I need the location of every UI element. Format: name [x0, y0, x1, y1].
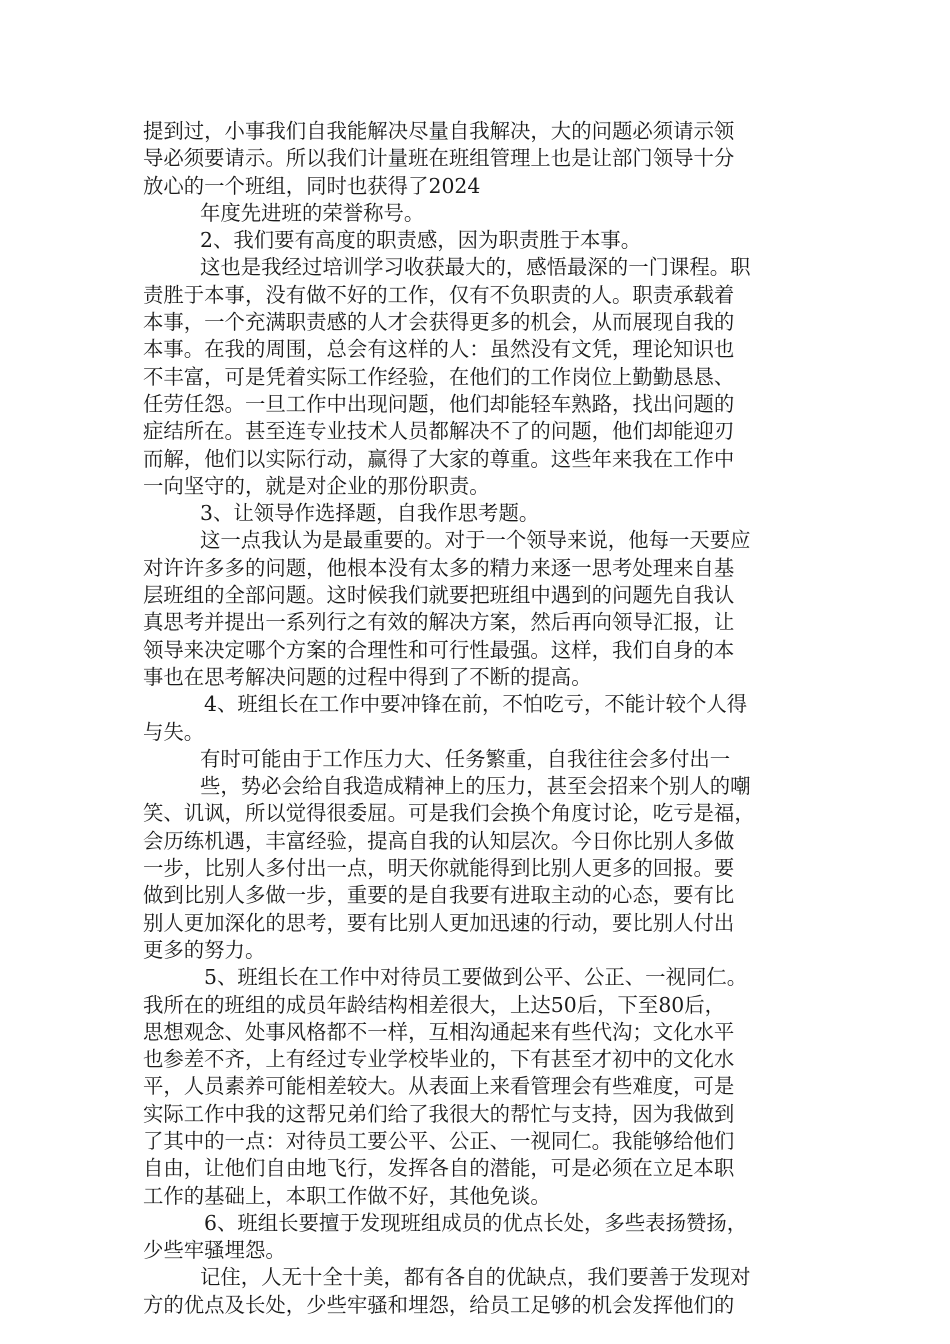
text-line: 而解，他们以实际行动，赢得了大家的尊重。这些年来我在工作中	[143, 446, 735, 471]
text-line: 做到比别人多做一步，重要的是自我要有进取主动的心态，要有比	[143, 883, 735, 908]
text-line: 这也是我经过培训学习收获最大的，感悟最深的一门课程。职	[200, 255, 751, 280]
text-line: 会历练机遇，丰富经验，提高自我的认知层次。今日你比别人多做	[143, 828, 735, 853]
text-line: 更多的努力。	[143, 937, 266, 962]
text-line: 4、班组长在工作中要冲锋在前，不怕吃亏，不能计较个人得	[204, 692, 748, 717]
text-line: 了其中的一点：对待员工要公平、公正、一视同仁。我能够给他们	[143, 1128, 735, 1153]
document-body	[143, 118, 808, 1319]
text-line: 层班组的全部问题。这时候我们就要把班组中遇到的问题先自我认	[143, 583, 735, 608]
text-line: 领导来决定哪个方案的合理性和可行性最强。这样，我们自身的本	[143, 637, 735, 662]
text-line: 别人更加深化的思考，要有比别人更加迅速的行动，要比别人付出	[143, 910, 735, 935]
text-line: 责胜于本事，没有做不好的工作，仅有不负职责的人。职责承载着	[143, 282, 735, 307]
text-line: 少些牢骚埋怨。	[143, 1238, 286, 1263]
text-line: 2、我们要有高度的职责感，因为职责胜于本事。	[200, 228, 642, 253]
text-line: 事也在思考解决问题的过程中得到了不断的提高。	[143, 664, 592, 689]
text-line: 方的优点及长处，少些牢骚和埋怨，给员工足够的机会发挥他们的	[143, 1292, 735, 1317]
text-line: 任劳任怨。一旦工作中出现问题，他们却能轻车熟路，找出问题的	[143, 391, 735, 416]
text-line: 笑、讥讽，所以觉得很委屈。可是我们会换个角度讨论，吃亏是福，	[143, 801, 755, 826]
text-line: 提到过，小事我们自我能解决尽量自我解决，大的问题必须请示领	[143, 119, 735, 143]
text-line: 有时可能由于工作压力大、任务繁重，自我往往会多付出一	[200, 746, 731, 771]
text-line: 年度先进班的荣誉称号。	[200, 200, 425, 225]
text-line: 我所在的班组的成员年龄结构相差很大，上达50后，下至80后，	[143, 992, 726, 1017]
text-line: 平，人员素养可能相差较大。从表面上来看管理会有些难度，可是	[143, 1074, 735, 1099]
text-line: 3、让领导作选择题，自我作思考题。	[200, 501, 540, 526]
text-line: 一向坚守的，就是对企业的那份职责。	[143, 473, 490, 498]
text-line: 这一点我认为是最重要的。对于一个领导来说，他每一天要应	[200, 528, 751, 553]
text-line: 本事，一个充满职责感的人才会获得更多的机会，从而展现自我的	[143, 310, 735, 335]
text-line: 真思考并提出一系列行之有效的解决方案，然后再向领导汇报，让	[143, 610, 735, 635]
text-line: 些，势必会给自我造成精神上的压力，甚至会招来个别人的嘲	[200, 774, 751, 799]
text-line: 实际工作中我的这帮兄弟们给了我很大的帮忙与支持，因为我做到	[143, 1101, 735, 1126]
text-line: 放心的一个班组，同时也获得了2024	[143, 173, 481, 198]
text-line: 一步，比别人多付出一点，明天你就能得到比别人更多的回报。要	[143, 856, 735, 881]
text-line: 6、班组长要擅于发现班组成员的优点长处，多些表扬赞扬，	[204, 1210, 748, 1235]
text-line: 导必须要请示。所以我们计量班在班组管理上也是让部门领导十分	[143, 146, 735, 171]
text-line: 对许许多多的问题，他根本没有太多的精力来逐一思考处理来自基	[143, 555, 735, 580]
text-line: 本事。在我的周围，总会有这样的人：虽然没有文凭，理论知识也	[143, 337, 735, 362]
text-line: 症结所在。甚至连专业技术人员都解决不了的问题，他们却能迎刃	[143, 419, 735, 444]
text-line: 不丰富，可是凭着实际工作经验，在他们的工作岗位上勤勤恳恳、	[143, 364, 735, 389]
text-line: 记住，人无十全十美，都有各自的优缺点，我们要善于发现对	[200, 1265, 751, 1290]
text-line: 自由，让他们自由地飞行，发挥各自的潜能，可是必须在立足本职	[143, 1156, 735, 1181]
text-line: 与失。	[143, 719, 205, 744]
text-line: 思想观念、处事风格都不一样，互相沟通起来有些代沟；文化水平	[143, 1019, 735, 1044]
text-line: 工作的基础上，本职工作做不好，其他免谈。	[143, 1183, 551, 1208]
text-line: 5、班组长在工作中对待员工要做到公平、公正、一视同仁。	[204, 965, 748, 990]
text-line: 也参差不齐，上有经过专业学校毕业的，下有甚至才初中的文化水	[143, 1047, 735, 1072]
